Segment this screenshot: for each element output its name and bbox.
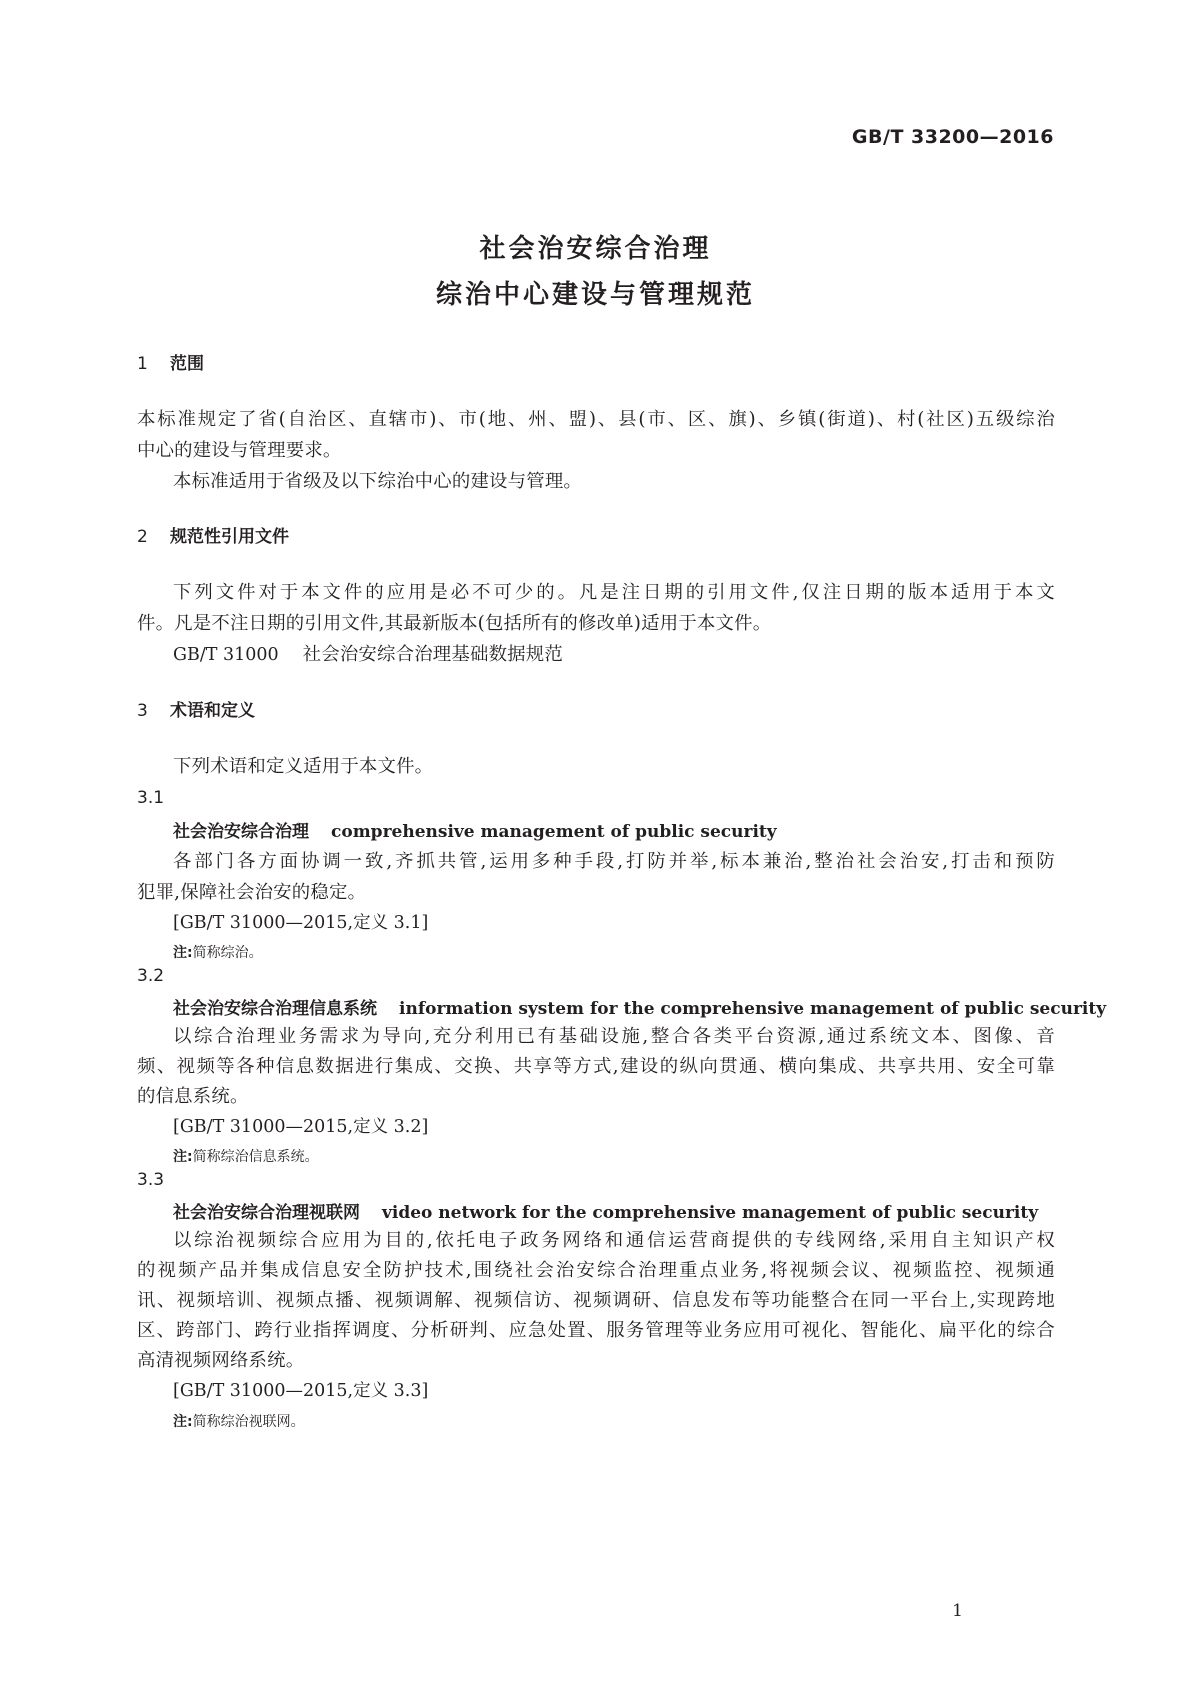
paragraph: 本标准适用于省级及以下综治中心的建设与管理。 (173, 471, 582, 492)
term-note (173, 1146, 319, 1166)
term-name-zh: 社会治安综合治理 (173, 822, 309, 842)
term-name-zh: 社会治安综合治理视联网 (173, 1203, 360, 1223)
document-title-line2: 综治中心建设与管理规范 (435, 280, 755, 310)
term-name-en: comprehensive management of public security (331, 822, 777, 842)
definition-line: 区、跨部门、跨行业指挥调度、分析研判、应急处置、服务管理等业务应用可视化、智能化、扁平化的综合 (137, 1320, 1055, 1341)
term-heading (173, 994, 1106, 1019)
term-source: [GB/T 31000—2015,定义 3.3] (173, 1381, 429, 1401)
term-name-en: information system for the comprehensive management of public security (399, 999, 1107, 1019)
note-label: 注: (173, 1149, 193, 1165)
term-heading (173, 817, 777, 842)
section-title: 范围 (170, 354, 204, 374)
paragraph-line: 下列文件对于本文件的应用是必不可少的。凡是注日期的引用文件,仅注日期的版本适用于本文 (173, 582, 1055, 603)
term-note (173, 942, 263, 962)
note-label: 注: (173, 1414, 193, 1430)
section-number: 1 (137, 354, 148, 374)
paragraph-line: 件。凡是不注日期的引用文件,其最新版本(包括所有的修改单)适用于本文件。 (137, 613, 772, 634)
definition-line: 讯、视频培训、视频点播、视频调解、视频信访、视频调研、信息发布等功能整合在同一平台上,实现跨地 (137, 1290, 1055, 1311)
term-number: 3.2 (137, 966, 165, 986)
paragraph-line: 本标准规定了省(自治区、直辖市)、市(地、州、盟)、县(市、区、旗)、乡镇(街道)、村(社区)五级综治 (137, 409, 1055, 430)
term-source: [GB/T 31000—2015,定义 3.2] (173, 1117, 429, 1137)
definition-line: 犯罪,保障社会治安的稳定。 (137, 882, 367, 903)
term-number: 3.1 (137, 788, 165, 808)
definition-line: 以综治视频综合应用为目的,依托电子政务网络和通信运营商提供的专线网络,采用自主知识产权 (173, 1230, 1055, 1251)
section-1-heading (137, 349, 204, 374)
term-number: 3.3 (137, 1170, 165, 1190)
definition-line: 高清视频网络系统。 (137, 1350, 305, 1371)
definition-line: 各部门各方面协调一致,齐抓共管,运用多种手段,打防并举,标本兼治,整治社会治安,打击和预防 (173, 851, 1055, 872)
paragraph: 下列术语和定义适用于本文件。 (173, 756, 434, 777)
term-name-zh: 社会治安综合治理信息系统 (173, 999, 377, 1019)
section-2-heading (137, 522, 289, 547)
reference-title: 社会治安综合治理基础数据规范 (302, 644, 563, 665)
section-number: 3 (137, 701, 148, 721)
note-text: 简称综治。 (192, 945, 263, 961)
document-title-line1: 社会治安综合治理 (479, 234, 712, 264)
note-text: 简称综治视联网。 (192, 1414, 305, 1430)
definition-line: 的信息系统。 (137, 1086, 249, 1107)
standard-number: GB/T 33200—2016 (851, 126, 1054, 148)
section-3-heading (137, 696, 255, 721)
note-label: 注: (173, 945, 193, 961)
normative-reference (173, 640, 563, 666)
note-text: 简称综治信息系统。 (192, 1149, 319, 1165)
term-note (173, 1411, 305, 1431)
term-name-en: video network for the comprehensive management of public security (382, 1203, 1039, 1223)
definition-line: 频、视频等各种信息数据进行集成、交换、共享等方式,建设的纵向贯通、横向集成、共享共用、安全可靠 (137, 1056, 1055, 1077)
definition-line: 的视频产品并集成信息安全防护技术,围绕社会治安综合治理重点业务,将视频会议、视频监控、视频通 (137, 1260, 1055, 1281)
term-source: [GB/T 31000—2015,定义 3.1] (173, 913, 429, 933)
section-number: 2 (137, 527, 148, 547)
definition-line: 以综合治理业务需求为导向,充分利用已有基础设施,整合各类平台资源,通过系统文本、图像、音 (173, 1026, 1055, 1047)
page-number: 1 (952, 1601, 963, 1621)
section-title: 术语和定义 (170, 701, 255, 721)
reference-code: GB/T 31000 (173, 645, 279, 665)
term-heading (173, 1198, 1038, 1223)
section-title: 规范性引用文件 (170, 527, 289, 547)
paragraph-line: 中心的建设与管理要求。 (137, 440, 342, 461)
